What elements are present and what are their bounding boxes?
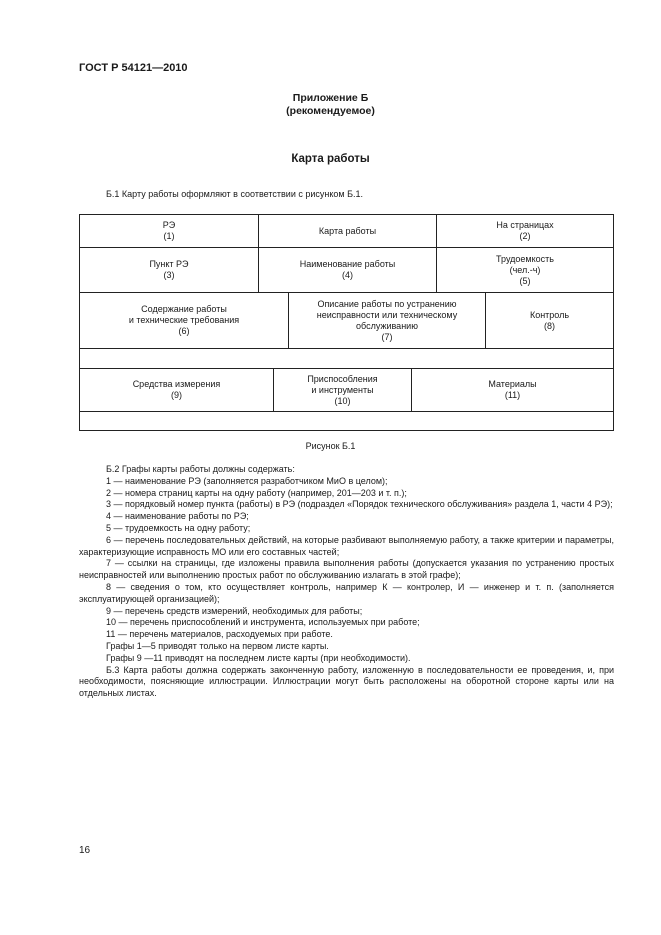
figure-caption: Рисунок Б.1 bbox=[305, 441, 356, 451]
paragraph: 7 — ссылки на страницы, где изложены правила выполнения работы (допускается указания по устранению простых неисправностей или выполнению простых работ по обслуживанию излагать в этой графе); bbox=[79, 558, 614, 581]
paragraph: 10 — перечень приспособлений и инструмента, используемых при работе; bbox=[106, 617, 420, 628]
form-row-3 bbox=[80, 293, 613, 349]
cell-label: Пункт РЭ bbox=[149, 259, 189, 269]
cell-fault-description bbox=[289, 293, 486, 348]
cell-label: неисправности или техническому bbox=[316, 309, 458, 320]
document-standard-header: ГОСТ Р 54121—2010 bbox=[79, 62, 188, 74]
cell-label: На страницах bbox=[496, 220, 554, 230]
cell-work-card bbox=[259, 215, 437, 247]
appendix-title: Приложение Б bbox=[292, 92, 369, 104]
paragraph: 2 — номера страниц карты на одну работу (например, 201—203 и т. п.); bbox=[106, 487, 407, 498]
paragraph: 3 — порядковый номер пункта (работы) в РЭ (подраздел «Порядок технического обслуживания» раздела 1, части 4 РЭ); bbox=[106, 499, 613, 510]
cell-tools bbox=[274, 369, 412, 411]
paragraph: 1 — наименование РЭ (заполняется разработчиком МиО в целом); bbox=[106, 475, 388, 486]
form-row-empty bbox=[80, 349, 613, 369]
paragraph: Б.3 Карта работы должна содержать законченную работу, изложенную в последовательности ее проведения, и, при необходимости, поясняющие иллюстрации. Иллюстрации могут быть расположены на оборотной стороне карты или на отдельных листах. bbox=[79, 664, 614, 699]
body-text bbox=[79, 464, 614, 700]
cell-number: (1) bbox=[163, 231, 175, 241]
cell-number: (3) bbox=[163, 270, 175, 280]
paragraph: 4 — наименование работы по РЭ; bbox=[106, 511, 249, 522]
cell-label-unit: (чел.-ч) bbox=[509, 264, 541, 275]
paragraph: 6 — перечень последовательных действий, на которые разбивают выполняемую работу, а также критерии и параметры, характеризующие исправность МО или его составных частей; bbox=[79, 534, 614, 557]
cell-number: (4) bbox=[342, 270, 353, 280]
paragraph: Б.2 Графы карты работы должны содержать: bbox=[106, 464, 295, 474]
cell-control bbox=[486, 293, 613, 348]
cell-number: (6) bbox=[178, 326, 190, 336]
cell-number: (9) bbox=[171, 390, 182, 400]
cell-label: Наименование работы bbox=[299, 259, 396, 269]
cell-label: обслуживанию bbox=[356, 320, 418, 331]
cell-pages bbox=[437, 215, 613, 247]
cell-number: (7) bbox=[381, 331, 393, 342]
cell-labor-intensity bbox=[437, 248, 613, 292]
work-card-form bbox=[79, 214, 614, 431]
cell-number: (11) bbox=[504, 390, 521, 400]
appendix-heading bbox=[0, 92, 661, 118]
cell-re bbox=[80, 215, 259, 247]
page-number: 16 bbox=[79, 845, 91, 856]
intro-paragraph: Б.1 Карту работы оформляют в соответствии с рисунком Б.1. bbox=[106, 189, 363, 199]
cell-materials bbox=[412, 369, 613, 411]
cell-number: (5) bbox=[519, 275, 531, 286]
cell-label: РЭ bbox=[162, 220, 176, 230]
form-row-empty bbox=[80, 412, 613, 430]
form-row-1 bbox=[80, 215, 613, 248]
cell-label: Средства измерения bbox=[132, 379, 221, 389]
cell-work-name bbox=[259, 248, 437, 292]
cell-re-item bbox=[80, 248, 259, 292]
form-row-5 bbox=[80, 369, 613, 412]
cell-number: (8) bbox=[544, 320, 555, 331]
section-title: Карта работы bbox=[291, 153, 370, 165]
cell-label: Карта работы bbox=[318, 225, 377, 236]
cell-label: и технические требования bbox=[128, 315, 240, 325]
cell-label: Описание работы по устранению bbox=[317, 298, 457, 309]
paragraph: 5 — трудоемкость на одну работу; bbox=[106, 522, 251, 533]
paragraph: Графы 1—5 приводят только на первом листе карты. bbox=[106, 640, 329, 651]
paragraph: 8 — сведения о том, кто осуществляет контроль, например К — контролер, И — инженер и т. п. (заполняется эксплуатирующей организацией); bbox=[79, 581, 614, 604]
cell-label: Приспособления bbox=[307, 373, 378, 384]
paragraph: Графы 9 —11 приводят на последнем листе карты (при необходимости). bbox=[106, 652, 411, 663]
cell-label: Трудоемкость bbox=[496, 253, 554, 264]
cell-measuring-instruments bbox=[80, 369, 274, 411]
cell-label: Контроль bbox=[529, 309, 570, 320]
paragraph: 11 — перечень материалов, расходуемых при работе. bbox=[106, 629, 333, 640]
cell-number: (2) bbox=[519, 231, 531, 241]
cell-number: (10) bbox=[334, 395, 351, 406]
appendix-subtitle: (рекомендуемое) bbox=[286, 105, 375, 117]
paragraph: 9 — перечень средств измерений, необходимых для работы; bbox=[106, 605, 363, 616]
form-row-2 bbox=[80, 248, 613, 293]
cell-label: и инструменты bbox=[311, 384, 374, 395]
cell-label: Содержание работы bbox=[141, 304, 227, 314]
cell-work-content bbox=[80, 293, 289, 348]
cell-label: Материалы bbox=[488, 379, 537, 389]
